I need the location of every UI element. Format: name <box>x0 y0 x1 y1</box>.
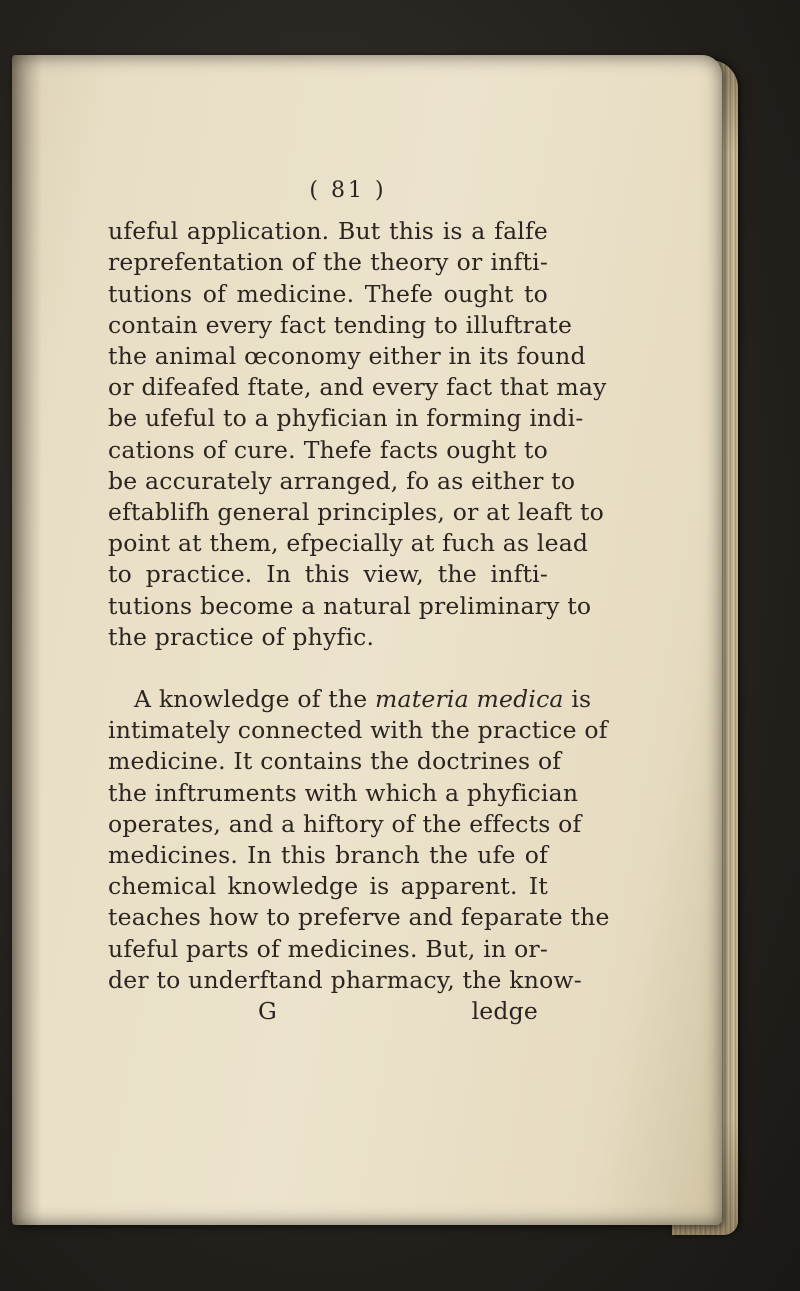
text-line: medicines. In this branch the ufe of <box>108 841 548 870</box>
text-line: teaches how to preferve and feparate the <box>108 903 610 932</box>
text-line: be ufeful to a phyfician in forming indi- <box>108 404 584 433</box>
page-footer <box>108 996 548 1027</box>
text-line: ufeful parts of medicines. But, in or- <box>108 934 548 963</box>
text-line: reprefentation of the theory or infti- <box>108 248 548 277</box>
text-line: the practice of phyfic. <box>108 622 375 651</box>
text-line: chemical knowledge is apparent. It <box>108 872 548 901</box>
text-line: tutions of medicine. Thefe ought to <box>108 279 548 308</box>
text-run: A knowledge of the <box>134 685 376 714</box>
spine-shadow <box>12 55 42 1225</box>
catchword: ledge <box>471 997 538 1026</box>
text-line: to practice. In this view, the infti- <box>108 560 548 589</box>
text-line: cations of cure. Thefe facts ought to <box>108 435 548 464</box>
text-line: the inftruments with which a phyfician <box>108 778 579 807</box>
italic-phrase: materia medica <box>375 685 564 714</box>
paragraph-1 <box>108 216 607 653</box>
text-line: or difeafed ftate, and every fact that may <box>108 373 607 402</box>
text-line: intimately connected with the practice of <box>108 716 608 745</box>
text-line: contain every fact tending to illuftrate <box>108 310 573 339</box>
text-line: be accurately arranged, fo as either to <box>108 466 576 495</box>
text-line: ufeful application. But this is a falfe <box>108 217 548 246</box>
text-line: the animal œconomy either in its found <box>108 342 586 371</box>
text-line: medicine. It contains the doctrines of <box>108 747 562 776</box>
text-block <box>108 175 610 1027</box>
text-run: is <box>563 685 592 714</box>
text-line: operates, and a hiftory of the effects of <box>108 809 582 838</box>
text-line-first <box>108 684 592 715</box>
page-number: ( 81 ) <box>309 178 387 203</box>
text-line: point at them, efpecially at fuch as lead <box>108 529 589 558</box>
paragraph-gap <box>108 653 548 684</box>
paragraph-2 <box>108 684 610 996</box>
text-line: eftablifh general principles, or at leaft to <box>108 498 604 527</box>
text-line: tutions become a natural preliminary to <box>108 591 592 620</box>
text-line: der to underftand pharmacy, the know- <box>108 965 582 994</box>
signature-mark: G <box>258 997 277 1026</box>
